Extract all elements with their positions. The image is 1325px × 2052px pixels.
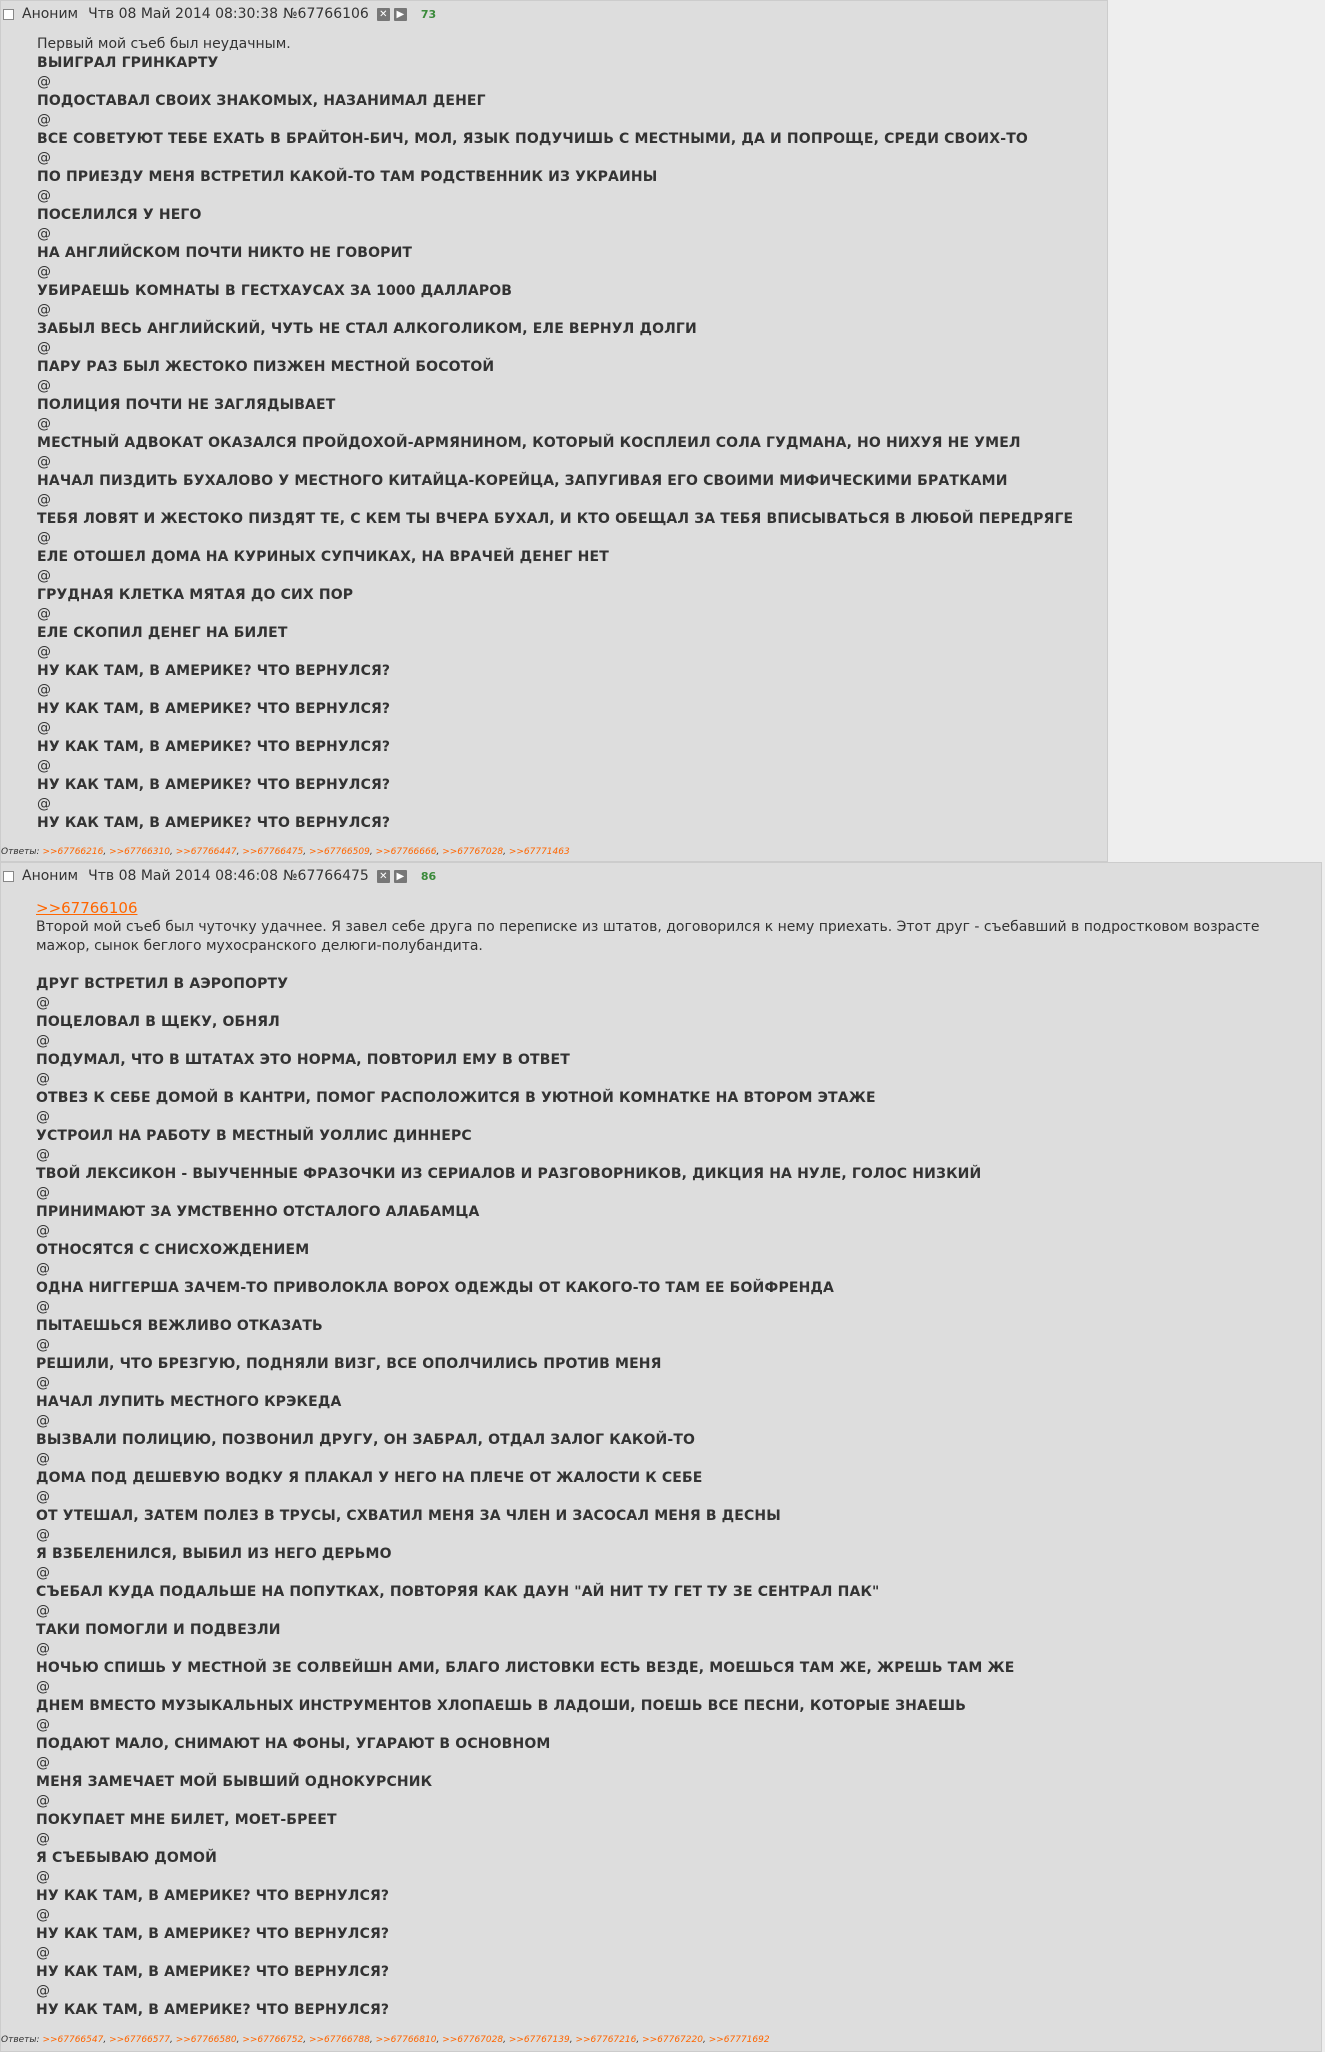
greentext-line: ОДНА НИГГЕРША ЗАЧЕМ-ТО ПРИВОЛОКЛА ВОРОХ ОДЕЖДЫ ОТ КАКОГО-ТО ТАМ ЕЕ БОЙФРЕНДА: [36, 1280, 835, 1296]
greentext-line: ПОКУПАЕТ МНЕ БИЛЕТ, МОЕТ-БРЕЕТ: [36, 1812, 337, 1828]
at-separator: @: [36, 1299, 50, 1315]
answers-links: >>67766547, >>67766577, >>67766580, >>67766752, >>67766788, >>67766810, >>67767028, >>67767139, >>67767216, >>67767220, >>67771692: [42, 2035, 770, 2045]
greentext-line: РЕШИЛИ, ЧТО БРЕЗГУЮ, ПОДНЯЛИ ВИЗГ, ВСЕ ОПОЛЧИЛИСЬ ПРОТИВ МЕНЯ: [36, 1356, 662, 1372]
greentext-line: Я СЪЕБЫВАЮ ДОМОЙ: [36, 1850, 217, 1866]
at-separator: @: [37, 150, 51, 166]
answer-link[interactable]: >>67771692: [708, 2035, 770, 2045]
answer-link[interactable]: >>67767220: [642, 2035, 703, 2045]
at-separator: @: [36, 1375, 50, 1391]
answer-link[interactable]: >>67766547: [42, 2035, 104, 2045]
greentext-line: ВСЕ СОВЕТУЮТ ТЕБЕ ЕХАТЬ В БРАЙТОН-БИЧ, МОЛ, ЯЗЫК ПОДУЧИШЬ С МЕСТНЫМИ, ДА И ПОПРОЩЕ, СРЕДИ СВОИХ-ТО: [37, 131, 1028, 147]
at-separator: @: [36, 1755, 50, 1771]
hide-icon[interactable]: ✕: [377, 870, 390, 883]
at-separator: @: [37, 720, 51, 736]
post-67766106: [0, 0, 1108, 862]
greentext-line: ТАКИ ПОМОГЛИ И ПОДВЕЗЛИ: [36, 1622, 281, 1638]
at-separator: @: [36, 1565, 50, 1581]
answer-link[interactable]: >>67767216: [575, 2035, 637, 2045]
at-separator: @: [36, 1945, 50, 1961]
answer-link[interactable]: >>67766788: [308, 2035, 370, 2045]
at-separator: @: [37, 568, 51, 584]
greentext-line: ЕЛЕ ОТОШЕЛ ДОМА НА КУРИНЫХ СУПЧИКАХ, НА ВРАЧЕЙ ДЕНЕГ НЕТ: [37, 549, 609, 565]
at-separator: @: [36, 1679, 50, 1695]
at-separator: @: [37, 606, 51, 622]
at-separator: @: [36, 1907, 50, 1923]
answer-link[interactable]: >>67767139: [508, 2035, 570, 2045]
at-separator: @: [36, 1489, 50, 1505]
at-separator: @: [37, 378, 51, 394]
greentext-line: ОТВЕЗ К СЕБЕ ДОМОЙ В КАНТРИ, ПОМОГ РАСПОЛОЖИТСЯ В УЮТНОЙ КОМНАТКЕ НА ВТОРОМ ЭТАЖЕ: [36, 1090, 876, 1106]
play-icon[interactable]: ▶: [394, 870, 407, 883]
greentext-line: ПО ПРИЕЗДУ МЕНЯ ВСТРЕТИЛ КАКОЙ-ТО ТАМ РОДСТВЕННИК ИЗ УКРАИНЫ: [37, 169, 658, 185]
greentext-line: НА АНГЛИЙСКОМ ПОЧТИ НИКТО НЕ ГОВОРИТ: [37, 245, 413, 261]
greentext-line: ПОЦЕЛОВАЛ В ЩЕКУ, ОБНЯЛ: [36, 1014, 280, 1030]
greentext-line: ВЫЗВАЛИ ПОЛИЦИЮ, ПОЗВОНИЛ ДРУГУ, ОН ЗАБРАЛ, ОТДАЛ ЗАЛОГ КАКОЙ-ТО: [36, 1432, 696, 1448]
greentext-line: НОЧЬЮ СПИШЬ У МЕСТНОЙ ЗЕ СОЛВЕЙШН АМИ, БЛАГО ЛИСТОВКИ ЕСТЬ ВЕЗДЕ, МОЕШЬСЯ ТАМ ЖЕ, ЖРЕШЬ ТАМ ЖЕ: [36, 1660, 1015, 1676]
at-separator: @: [36, 1109, 50, 1125]
greentext-line: УСТРОИЛ НА РАБОТУ В МЕСТНЫЙ УОЛЛИС ДИННЕРС: [36, 1128, 472, 1144]
at-separator: @: [36, 1147, 50, 1163]
at-separator: @: [36, 1603, 50, 1619]
greentext-line: ПАРУ РАЗ БЫЛ ЖЕСТОКО ПИЗЖЕН МЕСТНОЙ БОСОТОЙ: [37, 359, 495, 375]
at-separator: @: [36, 1413, 50, 1429]
greentext-line: ЕЛЕ СКОПИЛ ДЕНЕГ НА БИЛЕТ: [37, 625, 288, 641]
at-separator: @: [37, 758, 51, 774]
answer-link[interactable]: >>67766666: [375, 847, 437, 857]
answer-link[interactable]: >>67766509: [308, 847, 370, 857]
answers-links: >>67766216, >>67766310, >>67766447, >>67766475, >>67766509, >>67766666, >>67767028, >>67771463: [42, 847, 570, 857]
hide-icon[interactable]: ✕: [377, 8, 390, 21]
at-separator: @: [36, 995, 50, 1011]
answer-link[interactable]: >>67771463: [508, 847, 570, 857]
at-separator: @: [37, 644, 51, 660]
greentext-line: Я ВЗБЕЛЕНИЛСЯ, ВЫБИЛ ИЗ НЕГО ДЕРЬМО: [36, 1546, 392, 1562]
post-author: Аноним: [22, 6, 79, 22]
answer-link[interactable]: >>67766310: [109, 847, 170, 857]
at-separator: @: [36, 1451, 50, 1467]
post-body: [37, 35, 1073, 833]
at-separator: @: [36, 1641, 50, 1657]
at-separator: @: [36, 1717, 50, 1733]
blank-line: [36, 956, 1296, 975]
at-separator: @: [37, 188, 51, 204]
greentext-line: ТВОЙ ЛЕКСИКОН - ВЫУЧЕННЫЕ ФРАЗОЧКИ ИЗ СЕРИАЛОВ И РАЗГОВОРНИКОВ, ДИКЦИЯ НА НУЛЕ, ГОЛОС НИЗКИЙ: [36, 1166, 982, 1182]
greentext-line: НУ КАК ТАМ, В АМЕРИКЕ? ЧТО ВЕРНУЛСЯ?: [36, 1926, 390, 1942]
at-separator: @: [36, 1337, 50, 1353]
greentext-line: НУ КАК ТАМ, В АМЕРИКЕ? ЧТО ВЕРНУЛСЯ?: [36, 1964, 390, 1980]
answer-link[interactable]: >>67767028: [442, 847, 504, 857]
at-separator: @: [37, 340, 51, 356]
greentext-line: ПОЛИЦИЯ ПОЧТИ НЕ ЗАГЛЯДЫВАЕТ: [37, 397, 336, 413]
greentext-line: НАЧАЛ ЛУПИТЬ МЕСТНОГО КРЭКЕДА: [36, 1394, 342, 1410]
greentext-line: ПОДОСТАВАЛ СВОИХ ЗНАКОМЫХ, НАЗАНИМАЛ ДЕНЕГ: [37, 93, 486, 109]
greentext-line: ВЫИГРАЛ ГРИНКАРТУ: [37, 55, 219, 71]
greentext-line: ОТНОСЯТСЯ С СНИСХОЖДЕНИЕМ: [36, 1242, 310, 1258]
post-select-checkbox[interactable]: [3, 9, 14, 20]
at-separator: @: [37, 454, 51, 470]
greentext-line: ДНЕМ ВМЕСТО МУЗЫКАЛЬНЫХ ИНСТРУМЕНТОВ ХЛОПАЕШЬ В ЛАДОШИ, ПОЕШЬ ВСЕ ПЕСНИ, КОТОРЫЕ ЗНАЕШЬ: [36, 1698, 967, 1714]
at-separator: @: [36, 1033, 50, 1049]
at-separator: @: [36, 1869, 50, 1885]
post-header: [1, 3, 436, 25]
at-separator: @: [36, 1527, 50, 1543]
play-icon[interactable]: ▶: [394, 8, 407, 21]
at-separator: @: [37, 530, 51, 546]
at-separator: @: [37, 682, 51, 698]
answer-link[interactable]: >>67766216: [42, 847, 104, 857]
answer-link[interactable]: >>67766752: [242, 2035, 304, 2045]
greentext-line: ОТ УТЕШАЛ, ЗАТЕМ ПОЛЕЗ В ТРУСЫ, СХВАТИЛ МЕНЯ ЗА ЧЛЕН И ЗАСОСАЛ МЕНЯ В ДЕСНЫ: [36, 1508, 781, 1524]
reply-link[interactable]: >>67766106: [36, 899, 138, 917]
post-number[interactable]: №67766475: [283, 868, 369, 884]
post-intro: Первый мой съеб был неудачным.: [37, 36, 291, 52]
answer-link[interactable]: >>67766447: [175, 847, 237, 857]
at-separator: @: [36, 1983, 50, 1999]
greentext-line: НУ КАК ТАМ, В АМЕРИКЕ? ЧТО ВЕРНУЛСЯ?: [37, 663, 391, 679]
at-separator: @: [36, 1793, 50, 1809]
at-separator: @: [37, 416, 51, 432]
at-separator: @: [36, 1071, 50, 1087]
at-separator: @: [37, 226, 51, 242]
greentext-line: ПРИНИМАЮТ ЗА УМСТВЕННО ОТСТАЛОГО АЛАБАМЦА: [36, 1204, 480, 1220]
greentext-line: НУ КАК ТАМ, В АМЕРИКЕ? ЧТО ВЕРНУЛСЯ?: [37, 777, 391, 793]
greentext-lines: [36, 975, 1296, 2020]
answer-link[interactable]: >>67766475: [242, 847, 304, 857]
greentext-line: НУ КАК ТАМ, В АМЕРИКЕ? ЧТО ВЕРНУЛСЯ?: [36, 2002, 390, 2018]
greentext-line: НУ КАК ТАМ, В АМЕРИКЕ? ЧТО ВЕРНУЛСЯ?: [37, 739, 391, 755]
post-body: [36, 899, 1296, 2020]
answer-link[interactable]: >>67766577: [109, 2035, 170, 2045]
at-separator: @: [36, 1261, 50, 1277]
post-date: Чтв 08 Май 2014 08:30:38: [88, 6, 278, 22]
greentext-line: УБИРАЕШЬ КОМНАТЫ В ГЕСТХАУСАХ ЗА 1000 ДАЛЛАРОВ: [37, 283, 513, 299]
greentext-line: МЕСТНЫЙ АДВОКАТ ОКАЗАЛСЯ ПРОЙДОХОЙ-АРМЯНИНОМ, КОТОРЫЙ КОСПЛЕИЛ СОЛА ГУДМАНА, НО НИХУЯ НЕ УМЕЛ: [37, 435, 1021, 451]
greentext-line: НУ КАК ТАМ, В АМЕРИКЕ? ЧТО ВЕРНУЛСЯ?: [36, 1888, 390, 1904]
greentext-line: НАЧАЛ ПИЗДИТЬ БУХАЛОВО У МЕСТНОГО КИТАЙЦА-КОРЕЙЦА, ЗАПУГИВАЯ ЕГО СВОИМИ МИФИЧЕСКИМИ БРАТКАМИ: [37, 473, 1008, 489]
post-number[interactable]: №67766106: [283, 6, 369, 22]
greentext-line: ПОСЕЛИЛСЯ У НЕГО: [37, 207, 202, 223]
post-intro: Второй мой съеб был чуточку удачнее. Я завел себе друга по переписке из штатов, договорился к нему приехать. Этот друг - съебавший в подростковом возрасте мажор, сынок беглого мухосранского делюги-полубандита.: [36, 919, 1260, 954]
at-separator: @: [36, 1223, 50, 1239]
at-separator: @: [36, 1185, 50, 1201]
greentext-line: СЪЕБАЛ КУДА ПОДАЛЬШЕ НА ПОПУТКАХ, ПОВТОРЯЯ КАК ДАУН "АЙ НИТ ТУ ГЕТ ТУ ЗЕ СЕНТРАЛ ПАК": [36, 1584, 880, 1600]
post-date: Чтв 08 Май 2014 08:46:08: [88, 868, 278, 884]
post-header: [1, 865, 436, 887]
at-separator: @: [37, 264, 51, 280]
at-separator: @: [37, 492, 51, 508]
at-separator: @: [37, 302, 51, 318]
greentext-line: ТЕБЯ ЛОВЯТ И ЖЕСТОКО ПИЗДЯТ ТЕ, С КЕМ ТЫ ВЧЕРА БУХАЛ, И КТО ОБЕЩАЛ ЗА ТЕБЯ ВПИСЫВАТЬСЯ В ЛЮБОЙ ПЕРЕДРЯГЕ: [37, 511, 1074, 527]
greentext-line: НУ КАК ТАМ, В АМЕРИКЕ? ЧТО ВЕРНУЛСЯ?: [37, 815, 391, 831]
at-separator: @: [37, 796, 51, 812]
answers-label: Ответы:: [1, 847, 40, 857]
answer-link[interactable]: >>67767028: [442, 2035, 504, 2045]
answers-label: Ответы:: [1, 2035, 40, 2045]
answers-bar: [1, 2035, 770, 2045]
answer-link[interactable]: >>67766580: [175, 2035, 237, 2045]
reply-count: 73: [420, 7, 437, 21]
at-separator: @: [36, 1831, 50, 1847]
greentext-line: МЕНЯ ЗАМЕЧАЕТ МОЙ БЫВШИЙ ОДНОКУРСНИК: [36, 1774, 433, 1790]
reply-count: 86: [420, 869, 437, 883]
greentext-line: НУ КАК ТАМ, В АМЕРИКЕ? ЧТО ВЕРНУЛСЯ?: [37, 701, 391, 717]
post-author: Аноним: [22, 868, 79, 884]
at-separator: @: [37, 74, 51, 90]
post-67766475: [0, 862, 1322, 2052]
greentext-line: ДРУГ ВСТРЕТИЛ В АЭРОПОРТУ: [36, 976, 289, 992]
greentext-line: ПОДУМАЛ, ЧТО В ШТАТАХ ЭТО НОРМА, ПОВТОРИЛ ЕМУ В ОТВЕТ: [36, 1052, 570, 1068]
greentext-line: ЗАБЫЛ ВЕСЬ АНГЛИЙСКИЙ, ЧУТЬ НЕ СТАЛ АЛКОГОЛИКОМ, ЕЛЕ ВЕРНУЛ ДОЛГИ: [37, 321, 697, 337]
at-separator: @: [37, 112, 51, 128]
post-select-checkbox[interactable]: [3, 871, 14, 882]
answer-link[interactable]: >>67766810: [375, 2035, 437, 2045]
greentext-lines: [37, 54, 1073, 833]
greentext-line: ПЫТАЕШЬСЯ ВЕЖЛИВО ОТКАЗАТЬ: [36, 1318, 323, 1334]
answers-bar: [1, 847, 570, 857]
greentext-line: ГРУДНАЯ КЛЕТКА МЯТАЯ ДО СИХ ПОР: [37, 587, 354, 603]
greentext-line: ДОМА ПОД ДЕШЕВУЮ ВОДКУ Я ПЛАКАЛ У НЕГО НА ПЛЕЧЕ ОТ ЖАЛОСТИ К СЕБЕ: [36, 1470, 703, 1486]
greentext-line: ПОДАЮТ МАЛО, СНИМАЮТ НА ФОНЫ, УГАРАЮТ В ОСНОВНОМ: [36, 1736, 551, 1752]
